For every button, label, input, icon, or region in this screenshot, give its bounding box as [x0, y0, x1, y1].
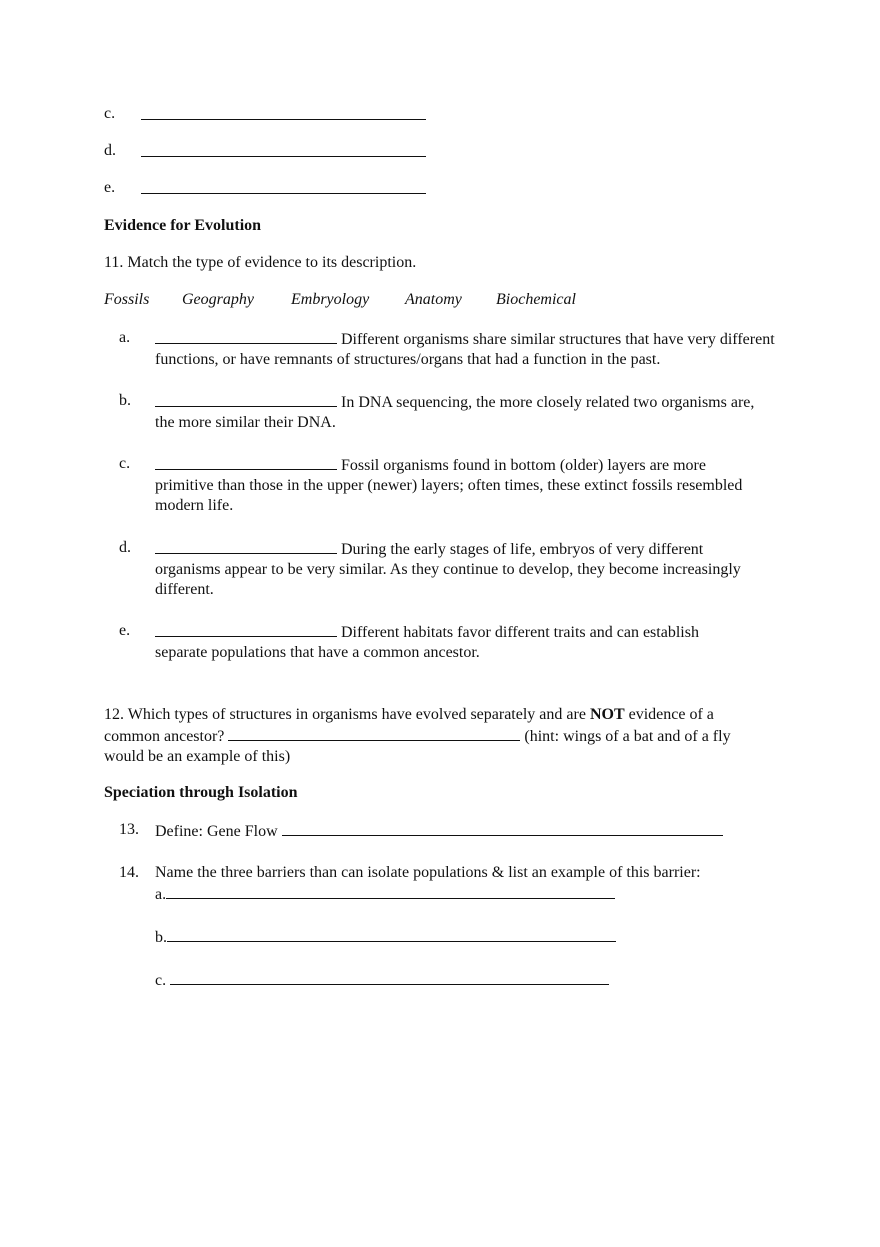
question-14-text: Name the three barriers than can isolate populations & list an example of this barrier: — [155, 864, 701, 881]
item-label: d. — [119, 539, 131, 556]
hint-text: (hint: wings of a bat and of a fly would be an example of this) — [104, 728, 731, 765]
match-item-b — [155, 391, 775, 433]
question-11-prompt: 11. Match the type of evidence to its description. — [104, 254, 417, 271]
item-label: e. — [119, 622, 131, 639]
question-13 — [155, 820, 723, 842]
item-description: In DNA sequencing, the more closely related two organisms are, the more similar their DNA. — [155, 394, 755, 431]
item-label: b. — [155, 929, 167, 946]
answer-blank[interactable] — [141, 141, 426, 157]
option-embryology: Embryology — [291, 291, 370, 308]
item-label: a. — [155, 886, 167, 903]
match-item-e — [155, 621, 745, 663]
answer-blank[interactable] — [228, 725, 520, 741]
answer-line-e — [104, 178, 115, 198]
item-label: c. — [104, 105, 116, 122]
item-label: d. — [104, 142, 116, 159]
section-heading-speciation: Speciation through Isolation — [104, 784, 298, 801]
item-description: Different organisms share similar structures that have very different functions, or have remnants of structures/organs that had a function in the past. — [155, 331, 775, 368]
item-label: a. — [119, 329, 131, 346]
question-text: evidence of a common ancestor? — [104, 706, 714, 745]
answer-blank[interactable] — [170, 969, 609, 985]
answer-blank[interactable] — [155, 538, 337, 554]
answer-blank[interactable] — [167, 926, 616, 942]
item-label: c. — [155, 972, 167, 989]
answer-blank[interactable] — [155, 454, 337, 470]
answer-blank[interactable] — [155, 328, 337, 344]
barrier-c — [155, 969, 609, 991]
answer-blank[interactable] — [141, 104, 426, 120]
item-label: e. — [104, 179, 116, 196]
item-description: Fossil organisms found in bottom (older) layers are more primitive than those in the upper (newer) layers; often times, these extinct fossils resembled modern life. — [155, 457, 743, 514]
answer-blank[interactable] — [166, 883, 615, 899]
question-text: Define: Gene Flow — [155, 823, 278, 840]
match-item-d — [155, 538, 745, 600]
option-anatomy: Anatomy — [405, 291, 462, 308]
item-description: During the early stages of life, embryos of very different organisms appear to be very similar. As they continue to develop, they become increasingly different. — [155, 541, 741, 598]
answer-line-d — [104, 141, 116, 161]
option-fossils: Fossils — [104, 291, 150, 308]
item-label: c. — [119, 455, 131, 472]
item-label: b. — [119, 392, 131, 409]
item-description: Different habitats favor different traits and can establish separate populations that have a common ancestor. — [155, 624, 699, 661]
emphasis-not: NOT — [589, 706, 625, 723]
answer-blank[interactable] — [282, 820, 723, 836]
match-item-c — [155, 454, 745, 516]
option-biochemical: Biochemical — [496, 291, 576, 308]
question-text: 12. Which types of structures in organisms have evolved separately and are — [104, 706, 590, 723]
match-item-a — [155, 328, 775, 370]
answer-blank[interactable] — [141, 178, 426, 194]
option-geography: Geography — [182, 291, 254, 308]
question-14-number: 14. — [119, 864, 139, 881]
section-heading-evidence: Evidence for Evolution — [104, 217, 262, 234]
barrier-b — [155, 926, 616, 948]
answer-blank[interactable] — [155, 621, 337, 637]
question-12 — [104, 705, 769, 767]
answer-blank[interactable] — [155, 391, 337, 407]
question-13-number: 13. — [119, 821, 139, 838]
answer-line-c — [104, 104, 115, 124]
barrier-a — [155, 883, 615, 905]
